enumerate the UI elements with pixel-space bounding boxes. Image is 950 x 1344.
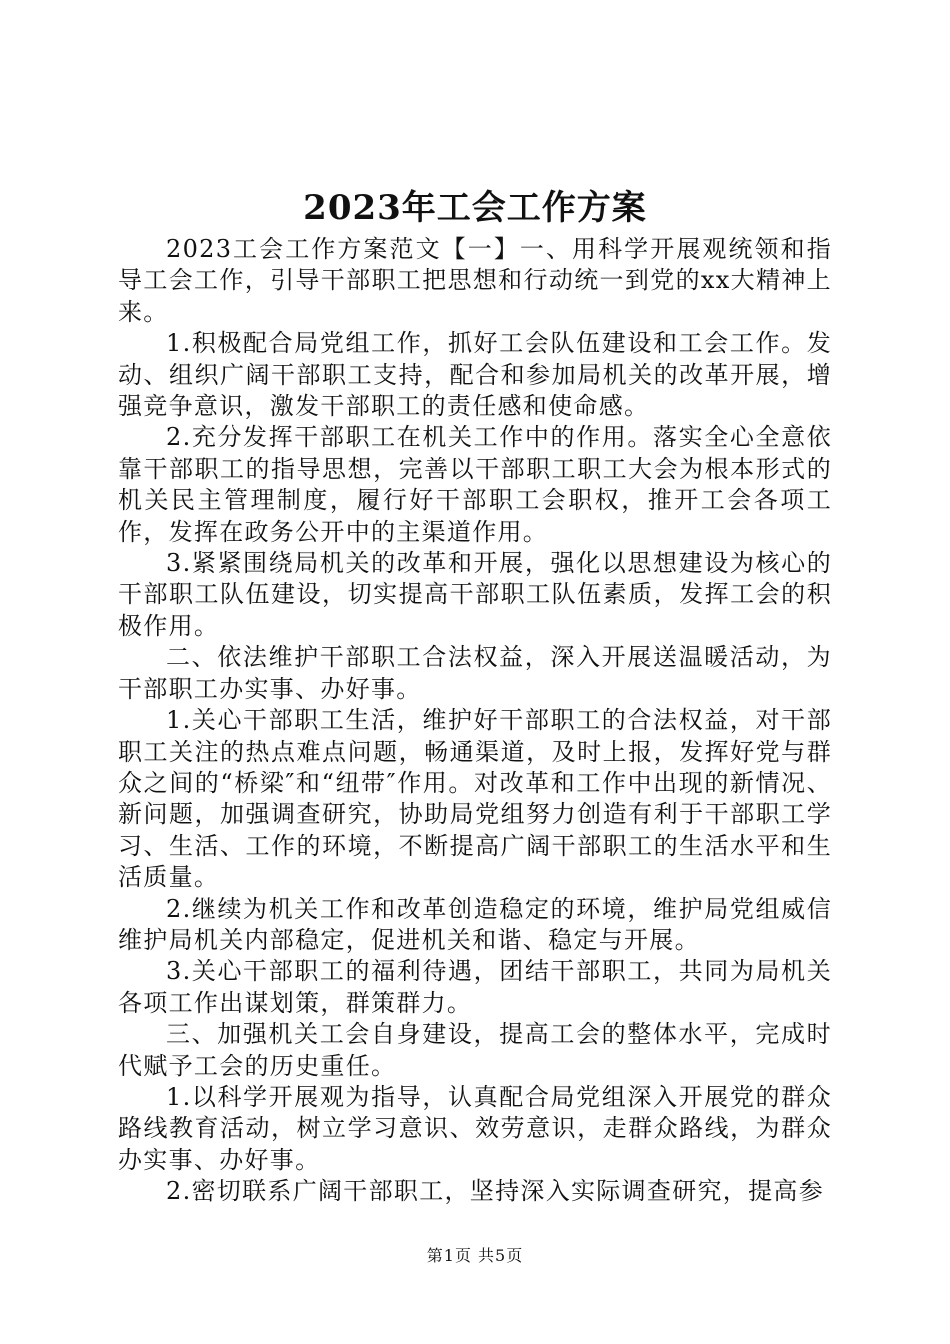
paragraph: 1.积极配合局党组工作，抓好工会队伍建设和工会工作。发动、组织广阔干部职工支持，配合和参加局机关的改革开展，增强竞争意识，激发干部职工的责任感和使命感。 — [118, 329, 832, 421]
paragraph: 二、依法维护干部职工合法权益，深入开展送温暖活动，为干部职工办实事、办好事。 — [118, 643, 832, 703]
paragraph: 2.充分发挥干部职工在机关工作中的作用。落实全心全意依靠干部职工的指导思想，完善以干部职工职工大会为根本形式的机关民主管理制度，履行好干部职工会职权，推开工会各项工作，发挥在政务公开中的主渠道作用。 — [118, 423, 832, 546]
paragraph: 2023工会工作方案范文【一】一、用科学开展观统领和指导工会工作，引导干部职工把思想和行动统一到党的xx大精神上来。 — [118, 235, 832, 326]
document-body — [118, 234, 832, 1208]
paragraph: 1.以科学开展观为指导，认真配合局党组深入开展党的群众路线教育活动，树立学习意识、效劳意识，走群众路线，为群众办实事、办好事。 — [118, 1082, 832, 1174]
paragraph: 3.关心干部职工的福利待遇，团结干部职工，共同为局机关各项工作出谋划策，群策群力。 — [118, 957, 832, 1017]
paragraph: 3.紧紧围绕局机关的改革和开展，强化以思想建设为核心的干部职工队伍建设，切实提高干部职工队伍素质，发挥工会的积极作用。 — [118, 549, 832, 640]
document-title: 2023年工会工作方案 — [303, 188, 647, 228]
paragraph: 2.继续为机关工作和改革创造稳定的环境，维护局党组威信维护局机关内部稳定，促进机关和谐、稳定与开展。 — [118, 894, 832, 954]
paragraph: 三、加强机关工会自身建设，提高工会的整体水平，完成时代赋予工会的历史重任。 — [118, 1020, 832, 1080]
page-number-footer: 第1页 共5页 — [426, 1246, 524, 1265]
paragraph: 1.关心干部职工生活，维护好干部职工的合法权益，对干部职工关注的热点难点问题，畅通渠道，及时上报，发挥好党与群众之间的“桥梁″和“纽带″作用。对改革和工作中出现的新情况、新问题，加强调查研究，协助局党组努力创造有利于干部职工学习、生活、工作的环境，不断提高广阔干部职工的生活水平和生活质量。 — [118, 706, 832, 892]
paragraph: 2.密切联系广阔干部职工，坚持深入实际调查研究，提高参 — [166, 1177, 824, 1206]
